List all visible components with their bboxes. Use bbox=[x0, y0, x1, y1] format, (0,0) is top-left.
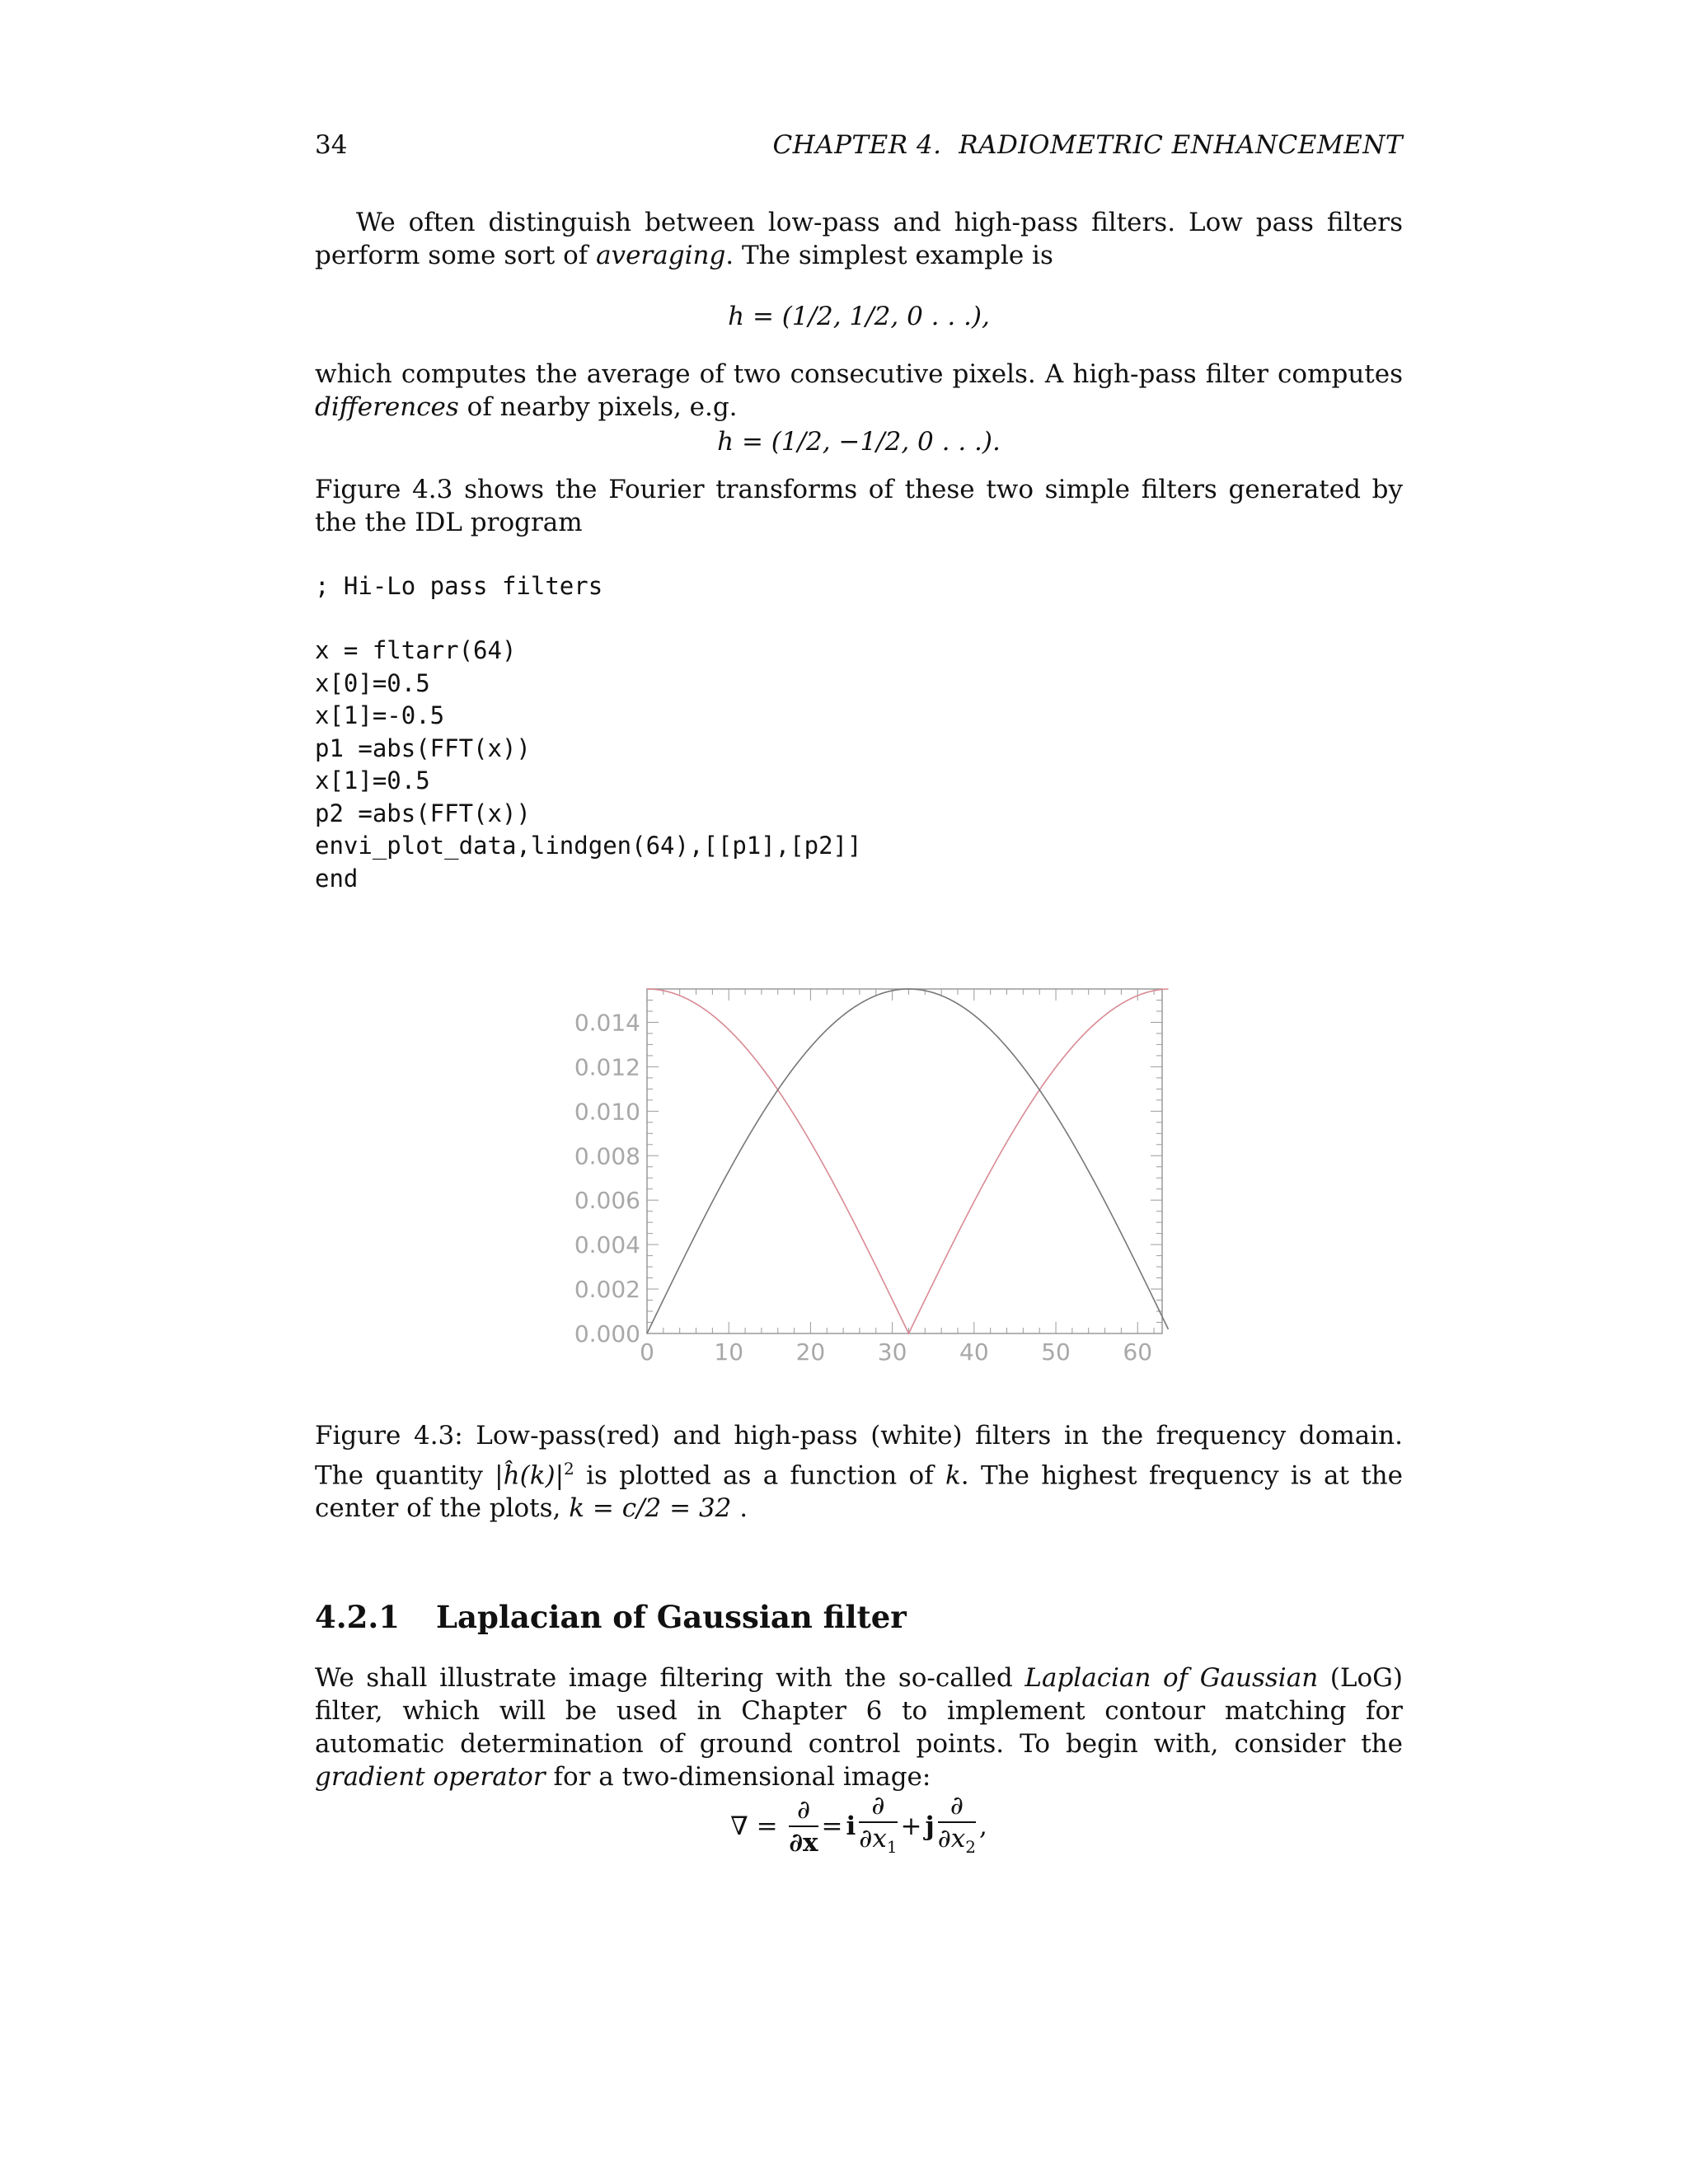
caption-equation: k = c/2 = 32 bbox=[569, 1493, 732, 1524]
code-line: envi_plot_data,lindgen(64),[[p1],[p2]] bbox=[315, 832, 862, 860]
fraction-denominator-1: ∂x bbox=[789, 1828, 818, 1858]
paragraph-4-text-1: We shall illustrate image filtering with the so-called bbox=[315, 1663, 1025, 1693]
unit-vector-i: i bbox=[846, 1811, 856, 1842]
paragraph-1-emphasis: averaging bbox=[596, 241, 726, 270]
paragraph-4-text-2: (LoG) filter, which will be used in Chapter 6 to implement contour matching for automatic determination of ground control points. To begin with, consider the bbox=[315, 1663, 1403, 1759]
code-line: p1 =abs(FFT(x)) bbox=[315, 733, 531, 762]
x-tick-label: 0 bbox=[640, 1338, 654, 1366]
fraction-numerator-2: ∂ bbox=[859, 1790, 897, 1823]
code-comment: ; Hi-Lo pass filters bbox=[315, 572, 603, 600]
equation-1: h = (1/2, 1/2, 0 . . .), bbox=[728, 302, 990, 331]
paragraph-2 bbox=[315, 358, 1403, 424]
paragraph-2-text-end: of nearby pixels, e.g. bbox=[458, 392, 738, 422]
x-tick-label: 40 bbox=[959, 1338, 989, 1366]
x-tick-label: 20 bbox=[795, 1338, 826, 1366]
unit-vector-j: j bbox=[925, 1811, 935, 1842]
x-tick-label: 50 bbox=[1041, 1338, 1071, 1366]
caption-text-1: Low-pass(red) and high-pass (white) filters in the frequency domain. The quantity | bbox=[315, 1421, 1403, 1491]
plot-frame bbox=[647, 989, 1162, 1333]
x-tick-label: 10 bbox=[714, 1338, 744, 1366]
section-number: 4.2.1 bbox=[315, 1599, 400, 1635]
series-line-low-pass bbox=[647, 989, 1168, 1333]
x-tick-label: 60 bbox=[1123, 1338, 1153, 1366]
series-line-high-pass bbox=[647, 989, 1168, 1333]
nabla-symbol: ∇ = bbox=[730, 1811, 778, 1842]
fraction-denominator-2: $\partial x_1$ bbox=[859, 1824, 898, 1858]
paragraph-1 bbox=[315, 206, 1403, 272]
figure-caption bbox=[315, 1419, 1403, 1525]
code-line: p2 =abs(FFT(x)) bbox=[315, 799, 531, 827]
paragraph-1-text: We often distinguish between low-pass and high-pass filters. Low pass filters perform some sort of bbox=[315, 208, 1403, 270]
paragraph-3: Figure 4.3 shows the Fourier transforms of these two simple filters generated by the the IDL program bbox=[315, 475, 1403, 537]
y-tick-label: 0.008 bbox=[574, 1142, 640, 1170]
equation-comma: , bbox=[979, 1811, 987, 1842]
code-line: x[0]=0.5 bbox=[315, 668, 430, 697]
running-title: CHAPTER 4. RADIOMETRIC ENHANCEMENT bbox=[772, 130, 1403, 160]
y-tick-label: 0.014 bbox=[574, 1009, 640, 1037]
caption-text-2: (k)| bbox=[519, 1460, 565, 1491]
caption-text-3: is plotted as a function of bbox=[574, 1460, 945, 1491]
paragraph-4 bbox=[315, 1661, 1403, 1793]
paragraph-4-emphasis-2: gradient operator bbox=[315, 1762, 546, 1792]
fraction-numerator-1: ∂ bbox=[789, 1794, 818, 1827]
caption-hhat: ĥ bbox=[503, 1460, 520, 1491]
section-title: Laplacian of Gaussian filter bbox=[436, 1599, 907, 1635]
code-line: x[1]=-0.5 bbox=[315, 701, 445, 729]
x-tick-label: 30 bbox=[877, 1338, 907, 1366]
paragraph-2-emphasis: differences bbox=[315, 392, 459, 422]
y-tick-label: 0.000 bbox=[574, 1320, 640, 1347]
y-tick-label: 0.010 bbox=[574, 1098, 640, 1126]
y-tick-label: 0.012 bbox=[574, 1053, 640, 1081]
equation-2: h = (1/2, −1/2, 0 . . .). bbox=[717, 427, 1001, 457]
fraction-numerator-3: ∂ bbox=[938, 1790, 976, 1823]
code-line: x[1]=0.5 bbox=[315, 766, 430, 794]
equation-gradient bbox=[315, 1790, 1403, 1863]
caption-label: Figure 4.3: bbox=[315, 1421, 463, 1451]
fraction-d-dx bbox=[789, 1794, 818, 1858]
code-line: end bbox=[315, 864, 359, 893]
caption-text-4: . The highest frequency is at the center of the plots, bbox=[315, 1460, 1403, 1524]
caption-sup: 2 bbox=[564, 1459, 574, 1479]
equals-sign: = bbox=[821, 1811, 843, 1842]
caption-k: k bbox=[945, 1460, 961, 1491]
y-tick-label: 0.006 bbox=[574, 1187, 640, 1215]
paragraph-4-text-3: for a two-dimensional image: bbox=[545, 1762, 931, 1792]
section-heading bbox=[315, 1599, 907, 1635]
fraction-denominator-3: $\partial x_2$ bbox=[937, 1824, 976, 1858]
fraction-d-dx1 bbox=[859, 1790, 897, 1863]
paragraph-4-emphasis-1: Laplacian of Gaussian bbox=[1025, 1663, 1319, 1693]
y-tick-label: 0.002 bbox=[574, 1276, 640, 1304]
page-number: 34 bbox=[315, 130, 348, 160]
y-tick-label: 0.004 bbox=[574, 1231, 640, 1259]
plus-sign: + bbox=[900, 1811, 922, 1842]
paragraph-2-text: which computes the average of two consecutive pixels. A high-pass filter computes bbox=[315, 359, 1403, 389]
code-block bbox=[315, 635, 861, 895]
caption-text-5: . bbox=[731, 1493, 748, 1524]
paragraph-1-text-end: . The simplest example is bbox=[725, 241, 1053, 270]
code-line: x = fltarr(64) bbox=[315, 636, 517, 664]
fraction-d-dx2 bbox=[938, 1790, 976, 1863]
frequency-response-chart bbox=[560, 972, 1170, 1368]
